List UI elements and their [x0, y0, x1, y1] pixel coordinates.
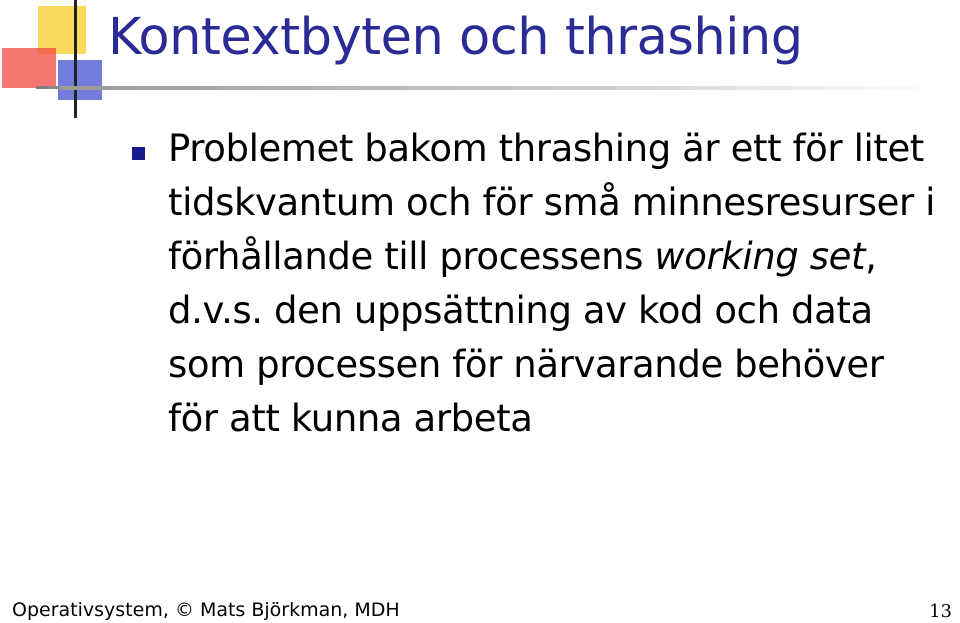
- title-underline-rule: [60, 86, 940, 90]
- bullet-text: [168, 122, 938, 446]
- page-number: 13: [929, 601, 952, 622]
- footer-text: Operativsystem, © Mats Björkman, MDH: [12, 599, 400, 621]
- bullet-square-icon: [132, 147, 145, 160]
- logo-blue-square: [58, 60, 102, 100]
- slide-title: Kontextbyten och thrashing: [108, 8, 803, 67]
- logo-vertical-line: [74, 0, 77, 118]
- logo-yellow-square: [38, 6, 86, 54]
- bullet-text-italic: working set: [654, 235, 866, 278]
- bullet-text-part1: Problemet bakom thrashing är ett för litet tidskvantum och för små minnesresurser i förhållande till processens: [168, 127, 935, 278]
- bullet-text-part2: , d.v.s. den uppsättning av kod och data som processen för närvarande behöver för att kunna arbeta: [168, 235, 884, 440]
- logo-red-square: [2, 48, 56, 88]
